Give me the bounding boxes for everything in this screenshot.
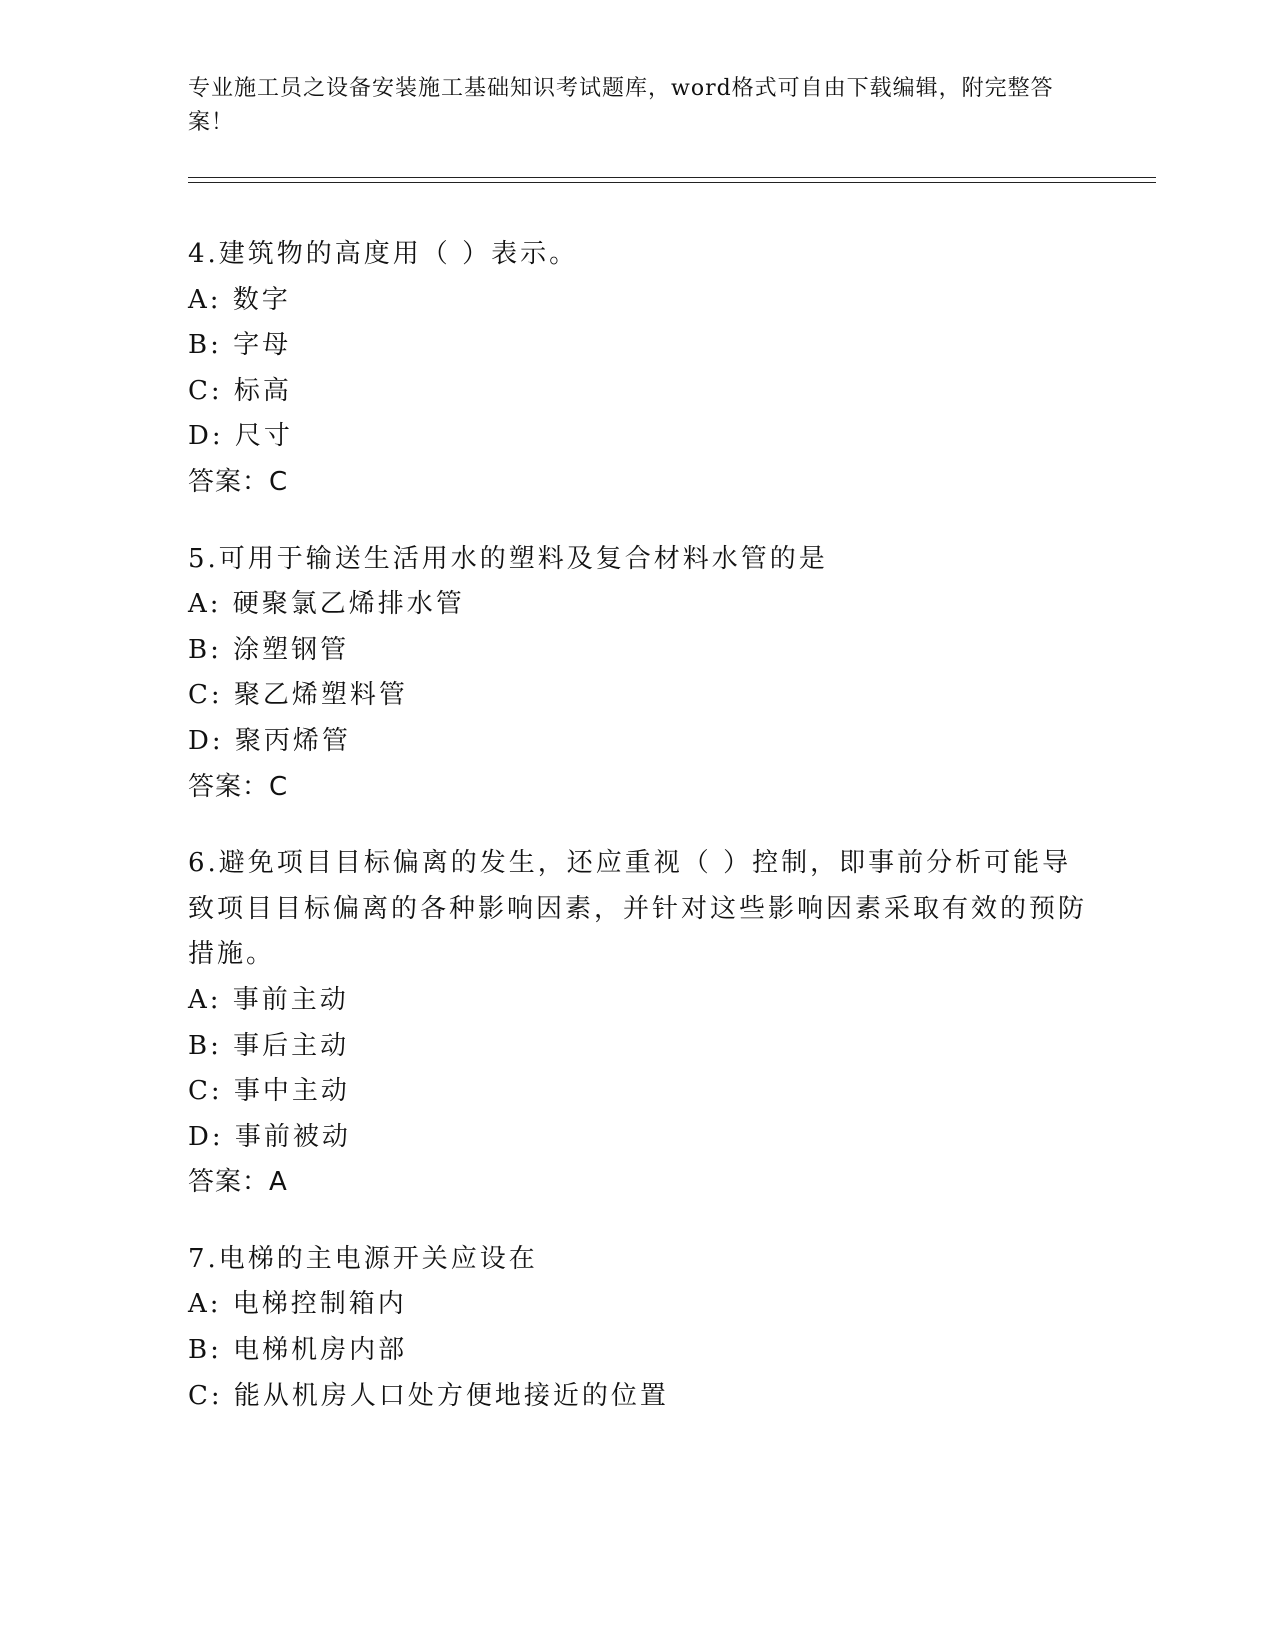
- option-c: C: 聚乙烯塑料管: [188, 680, 408, 711]
- question-stem: 6.避免项目目标偏离的发生，还应重视（ ）控制，即事前分析可能导致项目目标偏离的各种影响因素，并针对这些影响因素采取有效的预防措施。: [188, 848, 1088, 970]
- option-b: B: 字母: [188, 330, 292, 361]
- answer-label: 答案：C: [188, 771, 289, 802]
- option-b: B: 事后主动: [188, 1030, 350, 1061]
- question-stem: 5.可用于输送生活用水的塑料及复合材料水管的是: [188, 543, 828, 574]
- option-b: B: 涂塑钢管: [188, 634, 350, 665]
- header-rule-bottom: [188, 182, 1156, 183]
- question-list: [188, 232, 1088, 1450]
- option-d: D: 尺寸: [188, 421, 293, 452]
- option-b: B: 电梯机房内部: [188, 1335, 408, 1366]
- option-c: C: 能从机房人口处方便地接近的位置: [188, 1380, 669, 1411]
- answer-label: 答案：C: [188, 466, 289, 497]
- option-c: C: 标高: [188, 375, 292, 406]
- header-rule-top: [188, 177, 1156, 178]
- question-5: [188, 537, 1088, 811]
- question-6: [188, 841, 1088, 1206]
- question-7: [188, 1237, 1088, 1419]
- option-a: A: 硬聚氯乙烯排水管: [188, 589, 465, 620]
- document-header: 专业施工员之设备安装施工基础知识考试题库，word格式可自由下载编辑，附完整答案！: [188, 76, 1054, 135]
- option-d: D: 事前被动: [188, 1121, 351, 1152]
- question-stem: 7.电梯的主电源开关应设在: [188, 1243, 538, 1274]
- option-d: D: 聚丙烯管: [188, 725, 351, 756]
- option-c: C: 事中主动: [188, 1076, 350, 1107]
- question-stem: 4.建筑物的高度用（ ）表示。: [188, 239, 579, 269]
- option-a: A: 电梯控制箱内: [188, 1289, 407, 1320]
- option-a: A: 数字: [188, 284, 291, 315]
- option-a: A: 事前主动: [188, 984, 349, 1015]
- answer-label: 答案：A: [188, 1167, 288, 1198]
- question-4: [188, 232, 1088, 506]
